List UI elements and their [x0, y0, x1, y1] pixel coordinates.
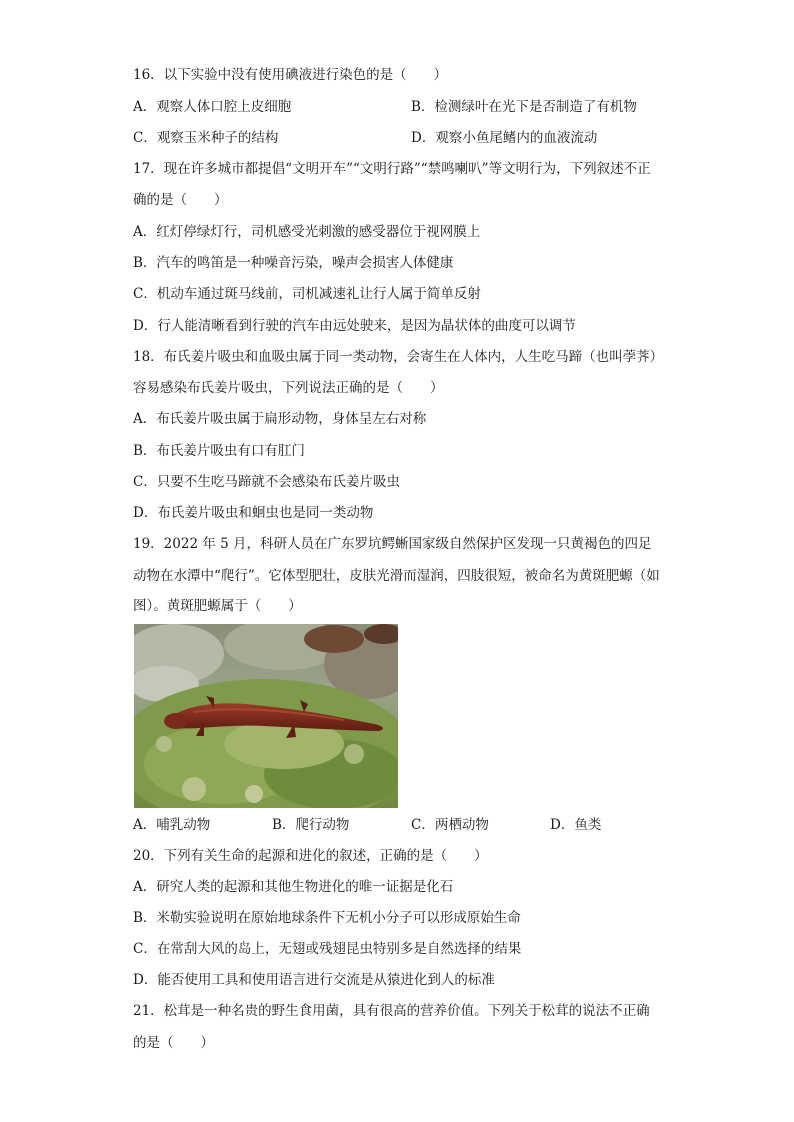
q21-stem-line2: 的是（ ） [133, 1035, 214, 1051]
q20-stem: 20．下列有关生命的起源和进化的叙述，正确的是（ ） [133, 848, 488, 864]
q16-option-c[interactable]: C．观察玉米种子的结构 [133, 130, 279, 146]
q19-option-d[interactable]: D．鱼类 [550, 817, 602, 833]
q17-stem-line1: 17．现在许多城市都提倡“文明开车”“文明行路”“禁鸣喇叭”等文明行为，下列叙述不正 [133, 161, 651, 177]
q17-stem-line2: 确的是（ ） [133, 192, 228, 208]
q20-option-d[interactable]: D．能否使用工具和使用语言进行交流是从猿进化到人的标准 [133, 972, 495, 988]
q19-stem-line1: 19．2022 年 5 月，科研人员在广东罗坑鳄蜥国家级自然保护区发现一只黄褐色的四足 [133, 536, 652, 552]
q20-option-c[interactable]: C．在常刮大风的岛上，无翅或残翅昆虫特别多是自然选择的结果 [133, 941, 522, 957]
q16-option-d[interactable]: D．观察小鱼尾鳍内的血液流动 [411, 130, 598, 146]
q19-option-c[interactable]: C．两栖动物 [411, 817, 489, 833]
q18-option-b[interactable]: B．布氏姜片吸虫有口有肛门 [133, 443, 305, 459]
newt-photo [134, 624, 398, 808]
q18-stem-line1: 18．布氏姜片吸虫和血吸虫属于同一类动物，会寄生在人体内，人生吃马蹄（也叫荸荠） [133, 349, 664, 365]
q17-option-b[interactable]: B．汽车的鸣笛是一种噪音污染，噪声会损害人体健康 [133, 255, 454, 271]
q19-option-a[interactable]: A．哺乳动物 [133, 817, 211, 833]
q18-option-a[interactable]: A．布氏姜片吸虫属于扁形动物，身体呈左右对称 [133, 411, 427, 427]
q20-option-b[interactable]: B．米勒实验说明在原始地球条件下无机小分子可以形成原始生命 [133, 910, 521, 926]
q17-option-d[interactable]: D．行人能清晰看到行驶的汽车由远处驶来，是因为晶状体的曲度可以调节 [133, 318, 576, 334]
q18-option-c[interactable]: C．只要不生吃马蹄就不会感染布氏姜片吸虫 [133, 474, 400, 490]
q17-option-c[interactable]: C．机动车通过斑马线前，司机减速礼让行人属于简单反射 [133, 286, 481, 302]
q17-option-a[interactable]: A．红灯停绿灯行，司机感受光刺激的感受器位于视网膜上 [133, 224, 481, 240]
q16-option-b[interactable]: B．检测绿叶在光下是否制造了有机物 [411, 99, 637, 115]
q18-option-d[interactable]: D．布氏姜片吸虫和蛔虫也是同一类动物 [133, 505, 374, 521]
q21-stem-line1: 21．松茸是一种名贵的野生食用菌，具有很高的营养价值。下列关于松茸的说法不正确 [133, 1003, 650, 1019]
q18-stem-line2: 容易感染布氏姜片吸虫，下列说法正确的是（ ） [133, 380, 444, 396]
q19-stem-line3: 图）。黄斑肥螈属于（ ） [133, 598, 302, 614]
q16-option-a[interactable]: A．观察人体口腔上皮细胞 [133, 99, 292, 115]
q20-option-a[interactable]: A．研究人类的起源和其他生物进化的唯一证据是化石 [133, 879, 454, 895]
q16-stem: 16．以下实验中没有使用碘液进行染色的是（ ） [133, 67, 448, 83]
q19-option-b[interactable]: B．爬行动物 [272, 817, 350, 833]
q19-stem-line2: 动物在水潭中“爬行”。它体型肥壮，皮肤光滑而湿润，四肢很短，被命名为黄斑肥螈（如 [133, 568, 660, 584]
